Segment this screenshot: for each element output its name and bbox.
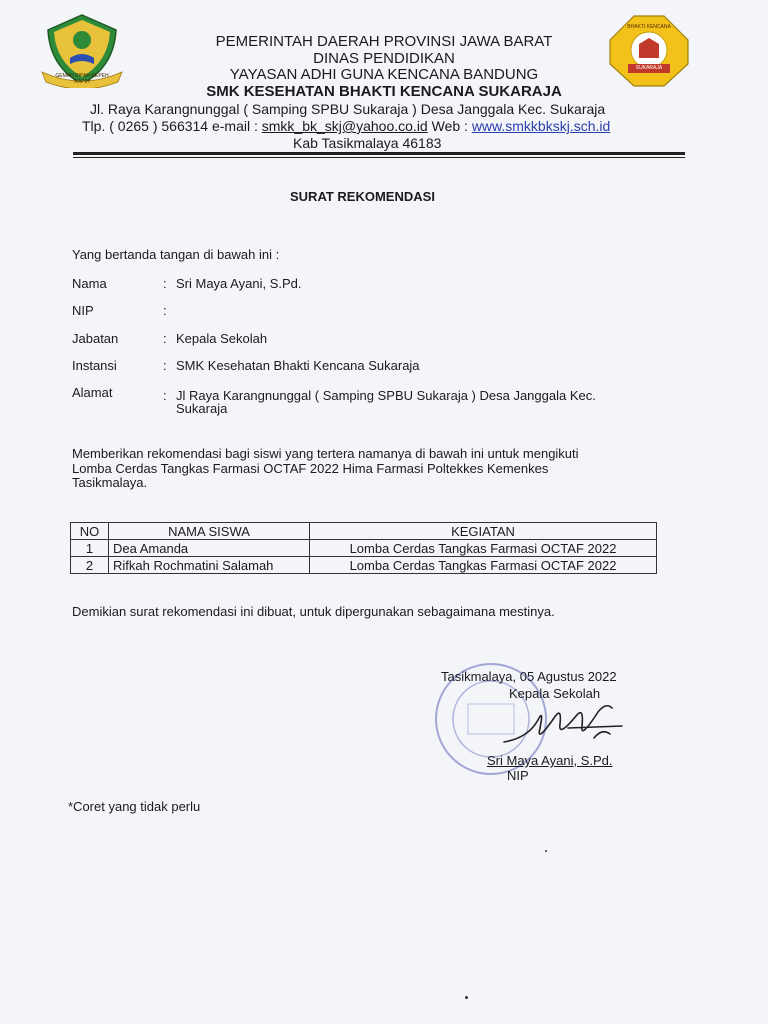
header-rule-thick — [73, 152, 685, 155]
colon: : — [163, 331, 167, 346]
table-row — [71, 540, 657, 557]
signature-nip: NIP — [507, 768, 529, 783]
table-row — [71, 557, 657, 574]
intro-text: Yang bertanda tangan di bawah ini : — [72, 247, 280, 262]
header-government: PEMERINTAH DAERAH PROVINSI JAWA BARAT — [215, 33, 553, 50]
colon: : — [163, 276, 167, 291]
paper-speck — [465, 996, 468, 999]
table-header-row — [71, 523, 657, 540]
table-cell-kegiatan: Lomba Cerdas Tangkas Farmasi OCTAF 2022 — [310, 540, 657, 557]
paragraph-line-2: Lomba Cerdas Tangkas Farmasi OCTAF 2022 Hima Farmasi Poltekkes Kemenkes — [72, 461, 549, 476]
table-cell-name: Dea Amanda — [109, 540, 310, 557]
signature-place-date: Tasikmalaya, 05 Agustus 2022 — [441, 669, 617, 684]
field-value-instansi: SMK Kesehatan Bhakti Kencana Sukaraja — [176, 358, 420, 373]
signature-position: Kepala Sekolah — [509, 686, 601, 701]
document-title: SURAT REKOMENDASI — [290, 189, 435, 204]
colon: : — [163, 388, 167, 403]
closing-text: Demikian surat rekomendasi ini dibuat, untuk dipergunakan sebagaimana mestinya. — [72, 604, 555, 619]
header-school-name: SMK KESEHATAN BHAKTI KENCANA SUKARAJA — [206, 83, 562, 100]
table-cell-no: 1 — [71, 540, 109, 557]
field-value-nama: Sri Maya Ayani, S.Pd. — [176, 276, 302, 291]
header-city: Kab Tasikmalaya 46183 — [293, 135, 442, 151]
header-foundation: YAYASAN ADHI GUNA KENCANA BANDUNG — [229, 66, 539, 83]
paragraph-line-1: Memberikan rekomendasi bagi siswi yang tertera namanya di bawah ini untuk mengikuti — [72, 446, 579, 461]
student-table — [70, 522, 657, 574]
header-contact — [82, 118, 610, 134]
web-label: Web : — [427, 118, 472, 134]
colon: : — [163, 358, 167, 373]
table-cell-no: 2 — [71, 557, 109, 574]
footnote: *Coret yang tidak perlu — [68, 799, 201, 814]
field-label-instansi: Instansi — [72, 358, 117, 373]
signature-name: Sri Maya Ayani, S.Pd. — [487, 753, 613, 768]
table-cell-kegiatan: Lomba Cerdas Tangkas Farmasi OCTAF 2022 — [310, 557, 657, 574]
table-header-kegiatan: KEGIATAN — [310, 523, 657, 540]
field-label-jabatan: Jabatan — [72, 331, 119, 346]
web-link[interactable]: www.smkkbkskj.sch.id — [471, 118, 611, 134]
field-label-nip: NIP — [72, 303, 94, 318]
field-label-nama: Nama — [72, 276, 107, 291]
logo-left-motto: GEMAH RIPAH REPEH RAPIH — [55, 73, 109, 85]
logo-right-banner-text: SUKARAJA — [635, 65, 663, 71]
table-cell-name: Rifkah Rochmatini Salamah — [109, 557, 310, 574]
paragraph-line-3: Tasikmalaya. — [72, 475, 148, 490]
field-value-jabatan: Kepala Sekolah — [176, 331, 268, 346]
table-header-name: NAMA SISWA — [109, 523, 310, 540]
field-label-alamat: Alamat — [72, 385, 113, 400]
header-address: Jl. Raya Karangnunggal ( Samping SPBU Sukaraja ) Desa Janggala Kec. Sukaraja — [90, 101, 606, 117]
field-value-alamat-line2: Sukaraja — [176, 401, 228, 416]
phone-text: Tlp. ( 0265 ) 566314 e-mail : — [82, 118, 262, 134]
email-link[interactable]: smkk_bk_skj@yahoo.co.id — [261, 118, 428, 134]
field-value-alamat-line1: Jl Raya Karangnunggal ( Samping SPBU Sukaraja ) Desa Janggala Kec. — [176, 388, 596, 403]
header-department: DINAS PENDIDIKAN — [313, 50, 455, 67]
logo-right-top-text: BHAKTI KENCANA — [627, 24, 671, 30]
header-rule-thin — [73, 157, 685, 158]
colon: : — [163, 303, 167, 318]
paper-speck — [545, 850, 547, 852]
handwritten-signature — [498, 698, 628, 750]
table-header-no: NO — [71, 523, 109, 540]
